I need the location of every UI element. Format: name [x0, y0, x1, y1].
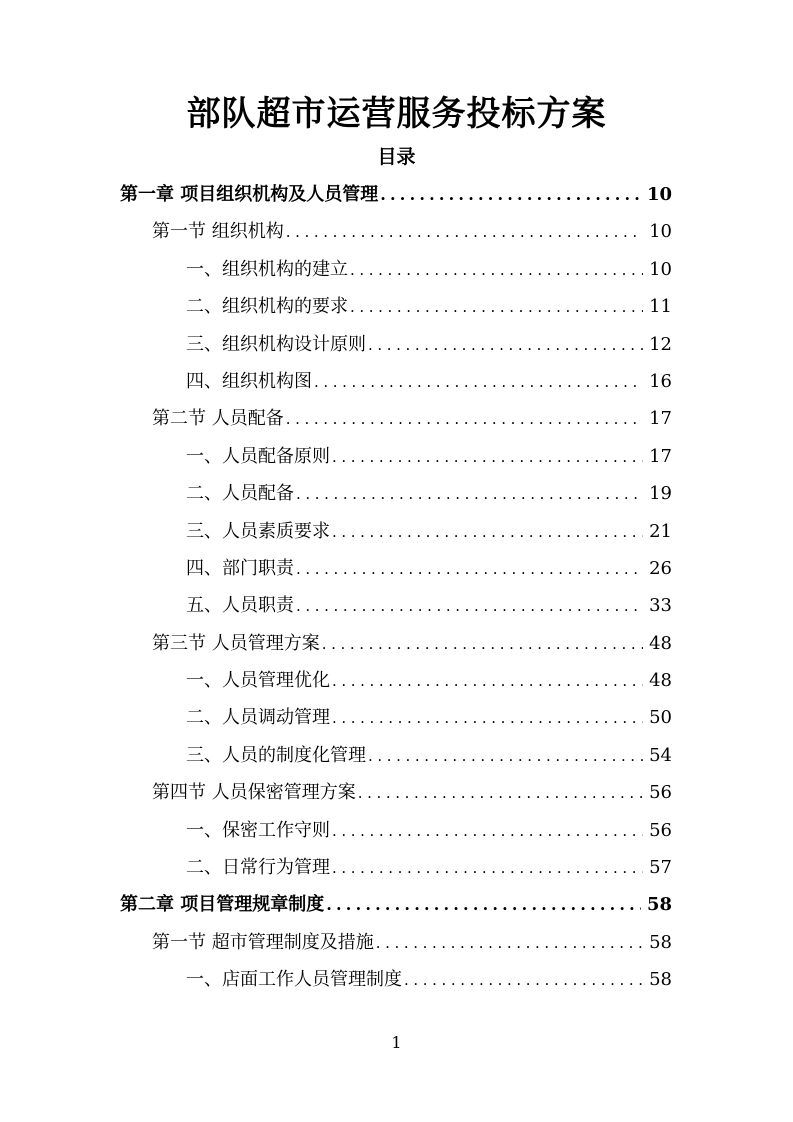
toc-entry-chapter[interactable] [120, 886, 672, 923]
toc-dot-leader [286, 214, 643, 250]
toc-entry-subsection[interactable] [120, 475, 672, 512]
table-of-contents [120, 176, 672, 999]
toc-entry-label: 五、人员职责 [186, 595, 294, 617]
toc-entry-page: 56 [649, 782, 672, 804]
toc-entry-subsection[interactable] [120, 326, 672, 363]
toc-entry-label: 一、人员管理优化 [186, 670, 330, 692]
toc-entry-label: 第一节 超市管理制度及措施 [152, 931, 374, 953]
toc-dot-leader [326, 886, 641, 923]
toc-entry-label: 一、组织机构的建立 [186, 258, 348, 280]
toc-heading: 目录 [377, 146, 416, 168]
toc-entry-label: 二、人员配备 [186, 483, 294, 505]
toc-entry-page: 17 [649, 445, 672, 467]
toc-entry-subsection[interactable] [120, 961, 672, 998]
toc-entry-page: 26 [649, 557, 672, 579]
toc-entry-label: 四、部门职责 [186, 557, 294, 579]
toc-dot-leader [404, 962, 643, 998]
toc-entry-subsection[interactable] [120, 699, 672, 736]
toc-entry-subsection[interactable] [120, 550, 672, 587]
toc-entry-page: 16 [649, 370, 672, 392]
toc-dot-leader [350, 252, 643, 288]
toc-dot-leader [296, 476, 643, 512]
toc-entry-section[interactable] [120, 213, 672, 250]
toc-dot-leader [332, 850, 643, 886]
toc-dot-leader [314, 364, 643, 400]
toc-entry-subsection[interactable] [120, 438, 672, 475]
toc-dot-leader [332, 813, 643, 849]
toc-entry-page: 58 [649, 969, 672, 991]
toc-entry-label: 一、人员配备原则 [186, 445, 330, 467]
toc-entry-subsection[interactable] [120, 662, 672, 699]
toc-entry-label: 第一节 组织机构 [152, 221, 284, 243]
toc-dot-leader [332, 514, 643, 550]
toc-dot-leader [368, 327, 643, 363]
toc-entry-subsection[interactable] [120, 251, 672, 288]
toc-entry-page: 10 [646, 184, 672, 205]
toc-entry-subsection[interactable] [120, 363, 672, 400]
toc-dot-leader [332, 439, 643, 475]
toc-entry-section[interactable] [120, 774, 672, 811]
toc-entry-label: 第一章 项目组织机构及人员管理 [120, 184, 379, 205]
toc-dot-leader [376, 925, 643, 961]
toc-dot-leader [286, 401, 643, 437]
toc-dot-leader [368, 738, 643, 774]
toc-entry-page: 10 [649, 221, 672, 243]
toc-entry-page: 48 [649, 632, 672, 654]
toc-entry-section[interactable] [120, 625, 672, 662]
toc-entry-subsection[interactable] [120, 513, 672, 550]
toc-dot-leader [296, 588, 643, 624]
toc-entry-page: 12 [649, 333, 672, 355]
toc-entry-page: 54 [649, 744, 672, 766]
toc-entry-label: 第二章 项目管理规章制度 [120, 894, 325, 916]
toc-dot-leader [358, 775, 643, 811]
toc-entry-page: 56 [649, 819, 672, 841]
toc-dot-leader [380, 176, 641, 213]
toc-entry-subsection[interactable] [120, 737, 672, 774]
toc-entry-label: 三、组织机构设计原则 [186, 333, 366, 355]
toc-entry-section[interactable] [120, 924, 672, 961]
toc-entry-label: 二、组织机构的要求 [186, 296, 348, 318]
toc-entry-page: 57 [649, 857, 672, 879]
toc-dot-leader [350, 289, 643, 325]
toc-entry-label: 三、人员素质要求 [186, 520, 330, 542]
toc-entry-label: 二、日常行为管理 [186, 857, 330, 879]
toc-dot-leader [322, 626, 643, 662]
toc-entry-page: 58 [646, 894, 672, 916]
toc-entry-subsection[interactable] [120, 587, 672, 624]
toc-entry-subsection[interactable] [120, 812, 672, 849]
toc-entry-section[interactable] [120, 400, 672, 437]
toc-entry-label: 第三节 人员管理方案 [152, 632, 320, 654]
toc-dot-leader [332, 663, 643, 699]
toc-entry-subsection[interactable] [120, 849, 672, 886]
toc-entry-page: 19 [649, 483, 672, 505]
toc-entry-page: 58 [649, 931, 672, 953]
toc-entry-page: 10 [649, 258, 672, 280]
toc-entry-page: 17 [649, 408, 672, 430]
toc-entry-label: 三、人员的制度化管理 [186, 744, 366, 766]
page-number: 1 [391, 1033, 402, 1052]
toc-entry-page: 50 [649, 707, 672, 729]
toc-entry-subsection[interactable] [120, 288, 672, 325]
toc-entry-label: 第四节 人员保密管理方案 [152, 782, 356, 804]
toc-entry-page: 11 [649, 296, 672, 318]
toc-dot-leader [296, 551, 643, 587]
toc-entry-page: 48 [649, 670, 672, 692]
toc-entry-label: 第二节 人员配备 [152, 408, 284, 430]
toc-entry-chapter[interactable] [120, 176, 672, 213]
toc-entry-label: 一、店面工作人员管理制度 [186, 969, 402, 991]
toc-entry-page: 33 [649, 595, 672, 617]
toc-entry-label: 四、组织机构图 [186, 370, 312, 392]
toc-entry-label: 二、人员调动管理 [186, 707, 330, 729]
toc-dot-leader [332, 700, 643, 736]
document-title: 部队超市运营服务投标方案 [186, 94, 607, 134]
toc-entry-page: 21 [649, 520, 672, 542]
toc-entry-label: 一、保密工作守则 [186, 819, 330, 841]
